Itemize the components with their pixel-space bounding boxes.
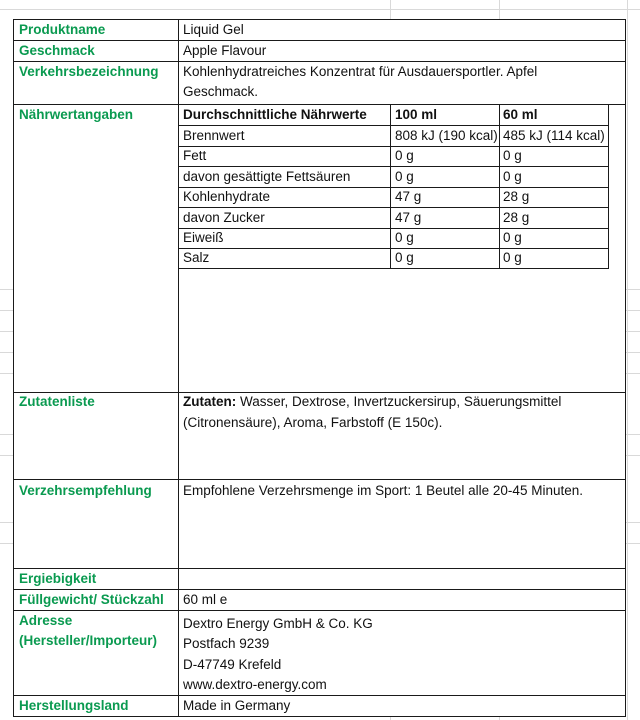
nutrient-name: Brennwert xyxy=(183,128,245,143)
nutrient-value-100ml: 47 g xyxy=(395,189,422,204)
nutrient-value-60ml: 28 g xyxy=(503,189,530,204)
nutrition-row-line xyxy=(178,146,609,147)
ingredients-prefix: Zutaten: xyxy=(183,394,237,409)
nutrient-name: Eiweiß xyxy=(183,230,224,245)
grid-row-line xyxy=(0,9,640,10)
product-name-value: Liquid Gel xyxy=(183,22,244,37)
country-value: Made in Germany xyxy=(183,698,291,713)
row-separator xyxy=(13,40,626,41)
fill-weight-label: Füllgewicht/ Stückzahl xyxy=(19,592,164,607)
nutrient-value-60ml: 0 g xyxy=(503,148,522,163)
ingredients-text: Wasser, Dextrose, Invertzuckersirup, Säuerungsmittel xyxy=(236,394,562,409)
designation-line-2: Geschmack. xyxy=(183,84,259,99)
grid-column-line xyxy=(627,0,628,720)
fill-weight-value: 60 ml e xyxy=(183,592,228,607)
ingredients-label: Zutatenliste xyxy=(19,394,95,409)
address-line: D-47749 Krefeld xyxy=(183,657,282,672)
address-website: www.dextro-energy.com xyxy=(183,677,327,692)
recommendation-value: Empfohlene Verzehrsmenge im Sport: 1 Beutel alle 20-45 Minuten. xyxy=(183,483,583,498)
nutrient-value-100ml: 808 kJ (190 kcal) xyxy=(395,128,498,143)
nutrient-value-100ml: 0 g xyxy=(395,169,414,184)
nutrient-value-60ml: 28 g xyxy=(503,210,530,225)
nutrient-value-60ml: 485 kJ (114 kcal) xyxy=(503,128,605,143)
address-label: Adresse xyxy=(19,613,73,628)
nutrient-name: davon Zucker xyxy=(183,210,265,225)
designation-label: Verkehrsbezeichnung xyxy=(19,64,159,79)
taste-value: Apple Flavour xyxy=(183,43,267,58)
nutrient-name: Fett xyxy=(183,148,207,163)
nutrient-value-60ml: 0 g xyxy=(503,169,522,184)
nutrition-header-name: Durchschnittliche Nährwerte xyxy=(183,107,367,122)
nutrient-value-100ml: 47 g xyxy=(395,210,422,225)
address-line: Dextro Energy GmbH & Co. KG xyxy=(183,616,373,631)
nutrition-label: Nährwertangaben xyxy=(19,107,134,122)
nutrient-name: Salz xyxy=(183,250,210,265)
nutrient-value-60ml: 0 g xyxy=(503,250,522,265)
ingredients-line-2: (Citronensäure), Aroma, Farbstoff (E 150c). xyxy=(183,415,443,430)
yield-label: Ergiebigkeit xyxy=(19,571,97,586)
nutrition-header-100ml: 100 ml xyxy=(395,107,438,122)
row-separator xyxy=(13,610,626,611)
row-separator xyxy=(13,568,626,569)
nutrient-name: davon gesättigte Fettsäuren xyxy=(183,169,351,184)
designation-line-1: Kohlenhydratreiches Konzentrat für Ausdauersportler. Apfel xyxy=(183,64,538,79)
product-name-label: Produktname xyxy=(19,22,106,37)
ingredients-line-1 xyxy=(183,392,561,412)
nutrient-value-100ml: 0 g xyxy=(395,250,414,265)
nutrient-value-60ml: 0 g xyxy=(503,230,522,245)
nutrient-name: Kohlenhydrate xyxy=(183,189,271,204)
nutrient-value-100ml: 0 g xyxy=(395,148,414,163)
row-separator xyxy=(13,479,626,480)
address-line: Postfach 9239 xyxy=(183,636,270,651)
address-label-sub: (Hersteller/Importeur) xyxy=(19,633,158,648)
nutrition-row-line xyxy=(178,248,609,249)
country-label: Herstellungsland xyxy=(19,698,129,713)
nutrient-value-100ml: 0 g xyxy=(395,230,414,245)
recommendation-label: Verzehrsempfehlung xyxy=(19,483,152,498)
nutrition-header-60ml: 60 ml xyxy=(503,107,538,122)
taste-label: Geschmack xyxy=(19,43,95,58)
nutrition-row-line xyxy=(178,228,609,229)
